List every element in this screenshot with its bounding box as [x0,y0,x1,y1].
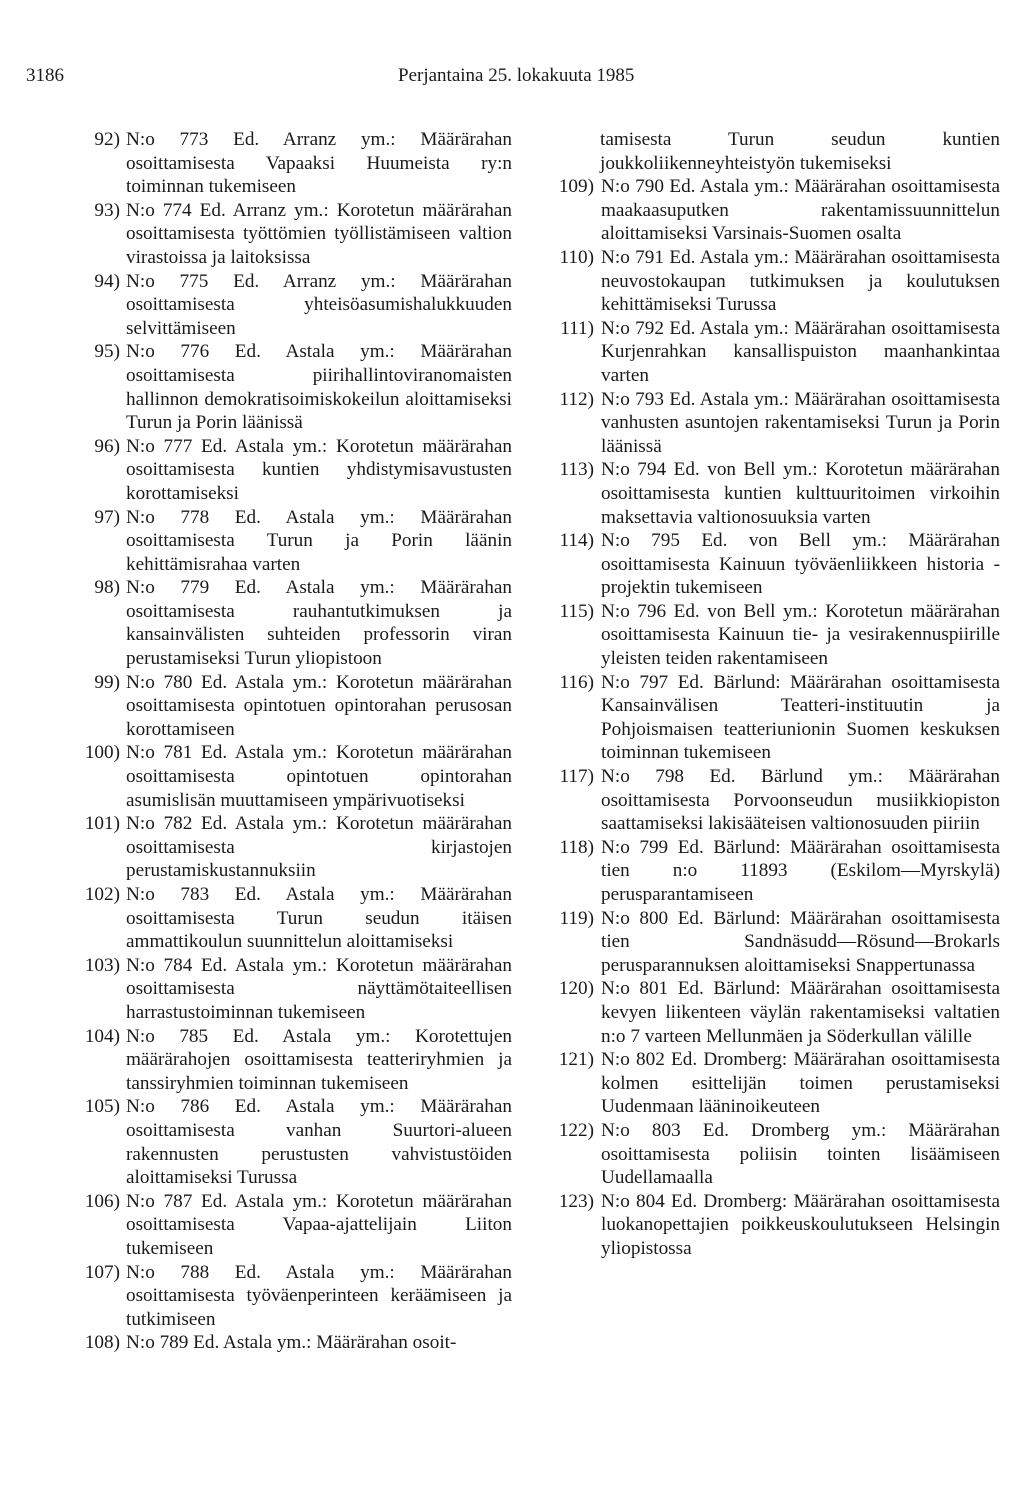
list-item [72,954,512,1025]
list-item [542,836,1000,907]
entry-number: 97) [94,506,120,528]
entry-text: N:o 781 Ed. Astala ym.: Korotetun määrärahan osoittamisesta opintotuen opintorahan asumislisän muuttamiseen ympärivuotiseksi [126,742,512,811]
list-item [72,1095,512,1189]
entry-text: N:o 775 Ed. Arranz ym.: Määrärahan osoittamisesta yhteisöasumishalukkuuden selvittämiseen [126,270,512,339]
list-item [72,199,512,270]
entry-number: 113) [559,459,594,481]
list-item [72,128,512,199]
list-item [542,317,1000,388]
entry-text: N:o 780 Ed. Astala ym.: Korotetun määrärahan osoittamisesta opintotuen opintorahan perusosan korottamiseen [126,671,512,740]
entry-text: N:o 796 Ed. von Bell ym.: Korotetun määrärahan osoittamisesta Kainuun tie- ja vesirakennuspiirille yleisten teiden rakentamiseen [601,600,1000,670]
right-column [542,128,1000,1261]
list-item [542,458,1000,529]
list-item [542,977,1000,1048]
running-head: Perjantaina 25. lokakuuta 1985 [398,65,635,86]
list-item [542,907,1000,978]
entry-number: 95) [94,341,120,363]
entry-text: N:o 797 Ed. Bärlund: Määrärahan osoittamisesta Kansainvälisen Teatteri-instituutin ja Pohjoismaisen teatteriunionin Suomen keskuksen toiminnan tukemiseen [601,671,1000,764]
entry-number: 118) [559,836,594,858]
continuation-text: tamisesta Turun seudun kuntien joukkoliikenneyhteistyön tukemiseksi [600,129,1000,174]
entry-text: N:o 779 Ed. Astala ym.: Määrärahan osoittamisesta rauhantutkimuksen ja kansainvälisten suhteiden professorin viran perustamiseksi Turun yliopistoon [126,577,512,670]
list-item [542,388,1000,459]
entry-number: 110) [559,246,594,268]
entry-number: 92) [94,129,120,150]
list-item [542,671,1000,765]
entry-number: 109) [558,176,594,198]
list-item [542,1190,1000,1261]
entry-text: N:o 795 Ed. von Bell ym.: Määrärahan osoittamisesta Kainuun työväenliikkeen historia -projektin tukemiseen [601,530,1000,599]
list-item [72,883,512,954]
list-item [542,1119,1000,1190]
entry-text: N:o 774 Ed. Arranz ym.: Korotetun määrärahan osoittamisesta työttömien työllistämiseen valtion virastoissa ja laitoksissa [126,199,512,268]
entry-text: N:o 800 Ed. Bärlund: Määrärahan osoittamisesta tien Sandnäsudd—Rösund—Brokarls perusparannuksen aloittamiseksi Snappertunassa [601,907,1000,976]
entry-number: 117) [559,766,594,788]
entry-number: 106) [84,1190,120,1212]
list-item [72,1261,512,1332]
entry-text: N:o 789 Ed. Astala ym.: Määrärahan osoit- [126,1332,457,1354]
entry-text: N:o 798 Ed. Bärlund ym.: Määrärahan osoittamisesta Porvoonseudun musiikkiopiston saattamiseksi lakisääteisen valtionosuuden piiriin [601,766,1000,835]
entry-number: 104) [84,1025,120,1047]
list-item [542,765,1000,836]
entry-number: 93) [94,199,120,221]
list-item [542,600,1000,671]
entry-number: 98) [94,577,120,599]
list-item [72,270,512,341]
entry-number: 120) [558,978,594,1000]
entry-number: 116) [559,671,594,693]
entry-number: 119) [559,907,594,929]
entry-text: N:o 782 Ed. Astala ym.: Korotetun määrärahan osoittamisesta kirjastojen perustamiskustannuksiin [126,813,512,882]
list-item [72,1331,512,1355]
entry-number: 100) [84,742,120,764]
entry-text: N:o 787 Ed. Astala ym.: Korotetun määrärahan osoittamisesta Vapaa-ajattelijain Liiton tukemiseen [126,1190,512,1259]
entry-number: 96) [94,435,120,457]
entry-text: N:o 804 Ed. Dromberg: Määrärahan osoittamisesta luokanopettajien poikkeuskoulutukseen Helsingin yliopistossa [601,1190,1000,1259]
entry-number: 105) [84,1096,120,1118]
entry-text: N:o 793 Ed. Astala ym.: Määrärahan osoittamisesta vanhusten asuntojen rakentamiseksi Turun ja Porin läänissä [601,388,1000,457]
list-item [542,529,1000,600]
entry-text: N:o 790 Ed. Astala ym.: Määrärahan osoittamisesta maakaasuputken rakentamissuunnittelun aloittamiseksi Varsinais-Suomen osalta [601,176,1000,245]
entry-text: N:o 803 Ed. Dromberg ym.: Määrärahan osoittamisesta poliisin tointen lisäämiseen Uudellamaalla [601,1119,1000,1189]
list-item [72,435,512,506]
entry-number: 102) [84,884,120,905]
page-number: 3186 [26,65,64,86]
entry-number: 99) [94,671,120,693]
entry-number: 114) [559,530,594,552]
entry-number: 107) [84,1261,120,1283]
entry-number: 94) [94,270,120,292]
entry-number: 121) [558,1049,594,1071]
entry-number: 111) [560,317,594,339]
list-item [72,1025,512,1096]
entry-number: 115) [559,600,594,622]
list-item [72,812,512,883]
entry-number: 112) [559,388,594,410]
list-item [542,246,1000,317]
list-item [72,576,512,670]
left-column [72,128,512,1355]
list-item [72,671,512,742]
list-item [72,506,512,577]
entry-text: N:o 785 Ed. Astala ym.: Korotettujen määrärahojen osoittamisesta teatteriryhmien ja tanssiryhmien toiminnan tukemiseen [126,1025,512,1094]
entry-text: N:o 784 Ed. Astala ym.: Korotetun määrärahan osoittamisesta näyttämötaiteellisen harrastustoiminnan tukemiseen [126,954,512,1023]
entry-text: N:o 801 Ed. Bärlund: Määrärahan osoittamisesta kevyen liikenteen väylän rakentamiseksi valtatien n:o 7 varteen Mellunmäen ja Söderkullan välille [601,978,1000,1047]
list-item [542,1048,1000,1119]
entry-text: N:o 786 Ed. Astala ym.: Määrärahan osoittamisesta vanhan Suurtori-alueen rakennusten perustusten vahvistustöiden aloittamiseksi Turussa [126,1096,512,1189]
entry-number: 123) [558,1190,594,1212]
entry-text: N:o 783 Ed. Astala ym.: Määrärahan osoittamisesta Turun seudun itäisen ammattikoulun suunnittelun aloittamiseksi [126,884,512,953]
list-item [72,1190,512,1261]
entry-text: N:o 788 Ed. Astala ym.: Määrärahan osoittamisesta työväenperinteen keräämiseen ja tutkimiseen [126,1261,512,1330]
entry-number: 103) [84,954,120,976]
entry-text: N:o 777 Ed. Astala ym.: Korotetun määrärahan osoittamisesta kuntien yhdistymisavustusten korottamiseksi [126,435,512,504]
entry-text: N:o 791 Ed. Astala ym.: Määrärahan osoittamisesta neuvostokaupan tutkimuksen ja koulutuksen kehittämiseksi Turussa [601,246,1000,316]
list-item [542,175,1000,246]
entry-number: 108) [84,1332,120,1354]
list-item [72,340,512,434]
entry-text: N:o 794 Ed. von Bell ym.: Korotetun määrärahan osoittamisesta kuntien kulttuuritoimen virkoihin maksettavia valtionosuuksia varten [601,459,1000,528]
entry-text: N:o 799 Ed. Bärlund: Määrärahan osoittamisesta tien n:o 11893 (Eskilom—Myrskylä) perusparantamiseen [601,836,1000,905]
entry-text: N:o 778 Ed. Astala ym.: Määrärahan osoittamisesta Turun ja Porin läänin kehittämisrahaa varten [126,506,512,575]
entry-text: N:o 802 Ed. Dromberg: Määrärahan osoittamisesta kolmen esittelijän toimen perustamiseksi Uudenmaan lääninoikeuteen [601,1049,1000,1118]
entry-number: 101) [84,813,120,835]
entry-text: N:o 776 Ed. Astala ym.: Määrärahan osoittamisesta piirihallintoviranomaisten hallinnon demokratisoimiskokeilun aloittamiseksi Turun ja Porin läänissä [126,341,512,434]
entry-number: 122) [558,1119,594,1141]
entry-text: N:o 792 Ed. Astala ym.: Määrärahan osoittamisesta Kurjenrahkan kansallispuiston maanhankintaa varten [601,317,1000,386]
entry-text: N:o 773 Ed. Arranz ym.: Määrärahan osoittamisesta Vapaaksi Huumeista ry:n toiminnan tukemiseen [126,129,512,198]
list-item [72,741,512,812]
